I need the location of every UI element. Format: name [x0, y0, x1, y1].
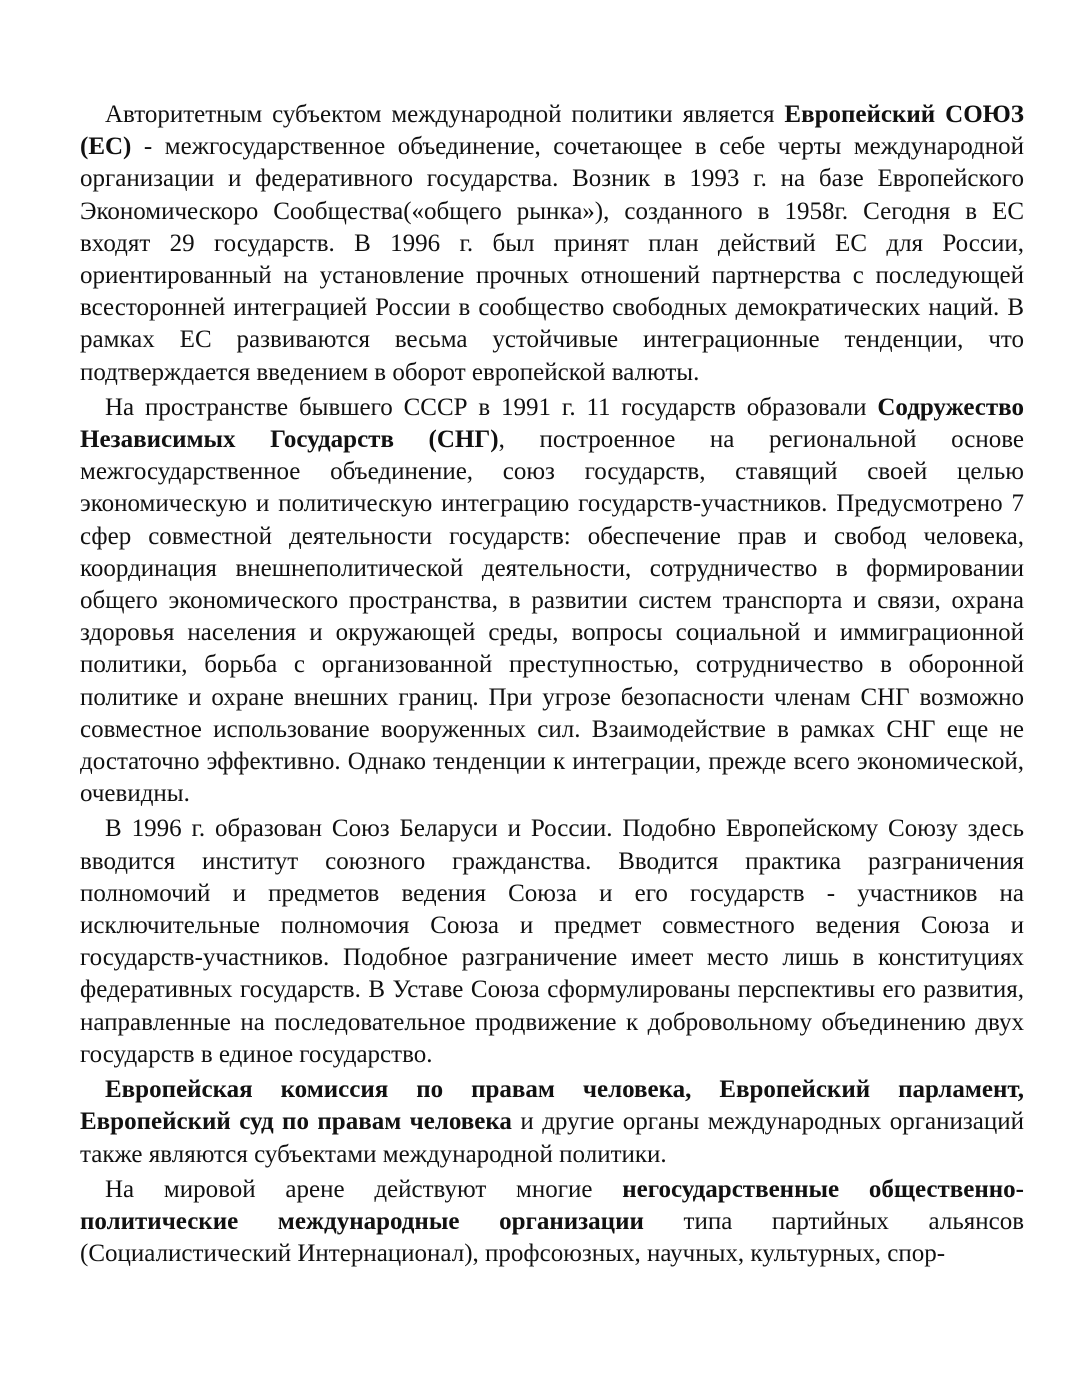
- paragraph-ngo: [80, 1174, 1024, 1271]
- term-european-bodies: Европейская комиссия по правам человека, Европейский парламент, Европейский суд по правам человека: [80, 1076, 1024, 1136]
- paragraph-text: На пространстве бывшего СССР в 1991 г. 11 государств образовали: [105, 393, 878, 421]
- paragraph-text: На мировой арене действуют многие: [105, 1175, 623, 1203]
- term-ngo: негосударственные общественно-политические международные организации: [80, 1175, 1024, 1235]
- paragraph-text: - межгосударственное объединение, сочетающее в себе черты международной организации и федеративного государства. Возник в 1993 г. на базе Европейского Экономическоро Сообщества(«общего рынка»), созданного в 1958г. Сегодня в ЕС входят 29 государств. В 1996 г. был принят план действий ЕС для России, ориентированный на установление прочных отношений партнерства с последующей всесторонней интеграцией России в сообщество свободных демократических наций. В рамках ЕС развиваются весьма устойчивые интеграционные тенденции, что подтверждается введением в оборот европейской валюты.: [80, 133, 1024, 386]
- paragraph-cis: [80, 392, 1024, 811]
- term-cis: Содружество Независимых Государств (СНГ): [80, 393, 1024, 454]
- paragraph-text: Авторитетным субъектом международной политики является: [105, 101, 785, 128]
- paragraph-text: и другие органы международных организаций также являются субъектами международной политики.: [80, 1108, 1024, 1168]
- paragraph-text: типа партийных альянсов (Социалистический Интернационал), профсоюзных, научных, культурных, спор-: [80, 1207, 1024, 1268]
- term-european-union: Европейский СОЮЗ (ЕС): [80, 101, 1025, 161]
- paragraph-text: В 1996 г. образован Союз Беларуси и России. Подобно Европейскому Союзу здесь вводится институт союзного гражданства. Вводится практика разграничения полномочий и предметов ведения Союза и его государств - участников на исключительные полномочия Союза и предмет совместного ведения Союза и государств-участников. Подобное разграничение имеет место лишь в конституциях федеративных государств. В Уставе Союза сформулированы перспективы его развития, направленные на последовательное продвижение к добровольному объединению двух государств в единое государство.: [80, 815, 1024, 1068]
- paragraph-union-state: [80, 813, 1024, 1071]
- paragraph-text: , построенное на региональной основе межгосударственное объединение, союз государств, ставящий своей целью экономическую и политическую интеграцию государств-участников. Предусмотрено 7 сфер совместной деятельности государств: обеспечение прав и свобод человека, координация внешнеполитической деятельности, сотрудничество в формировании общего экономического пространства, в развитии систем транспорта и связи, охрана здоровья населения и окружающей среды, вопросы социальной и иммиграционной политики, борьба с организованной преступностью, сотрудничество в оборонной политике и охране внешних границ. При угрозе безопасности членам СНГ возможно совместное использование вооруженных сил. Взаимодействие в рамках СНГ еще не достаточно эффективно. Однако тенденции к интеграции, прежде всего экономической, очевидны.: [80, 426, 1024, 808]
- document-page: [80, 99, 1024, 1273]
- paragraph-eu: [80, 99, 1024, 389]
- paragraph-european-bodies: [80, 1074, 1024, 1171]
